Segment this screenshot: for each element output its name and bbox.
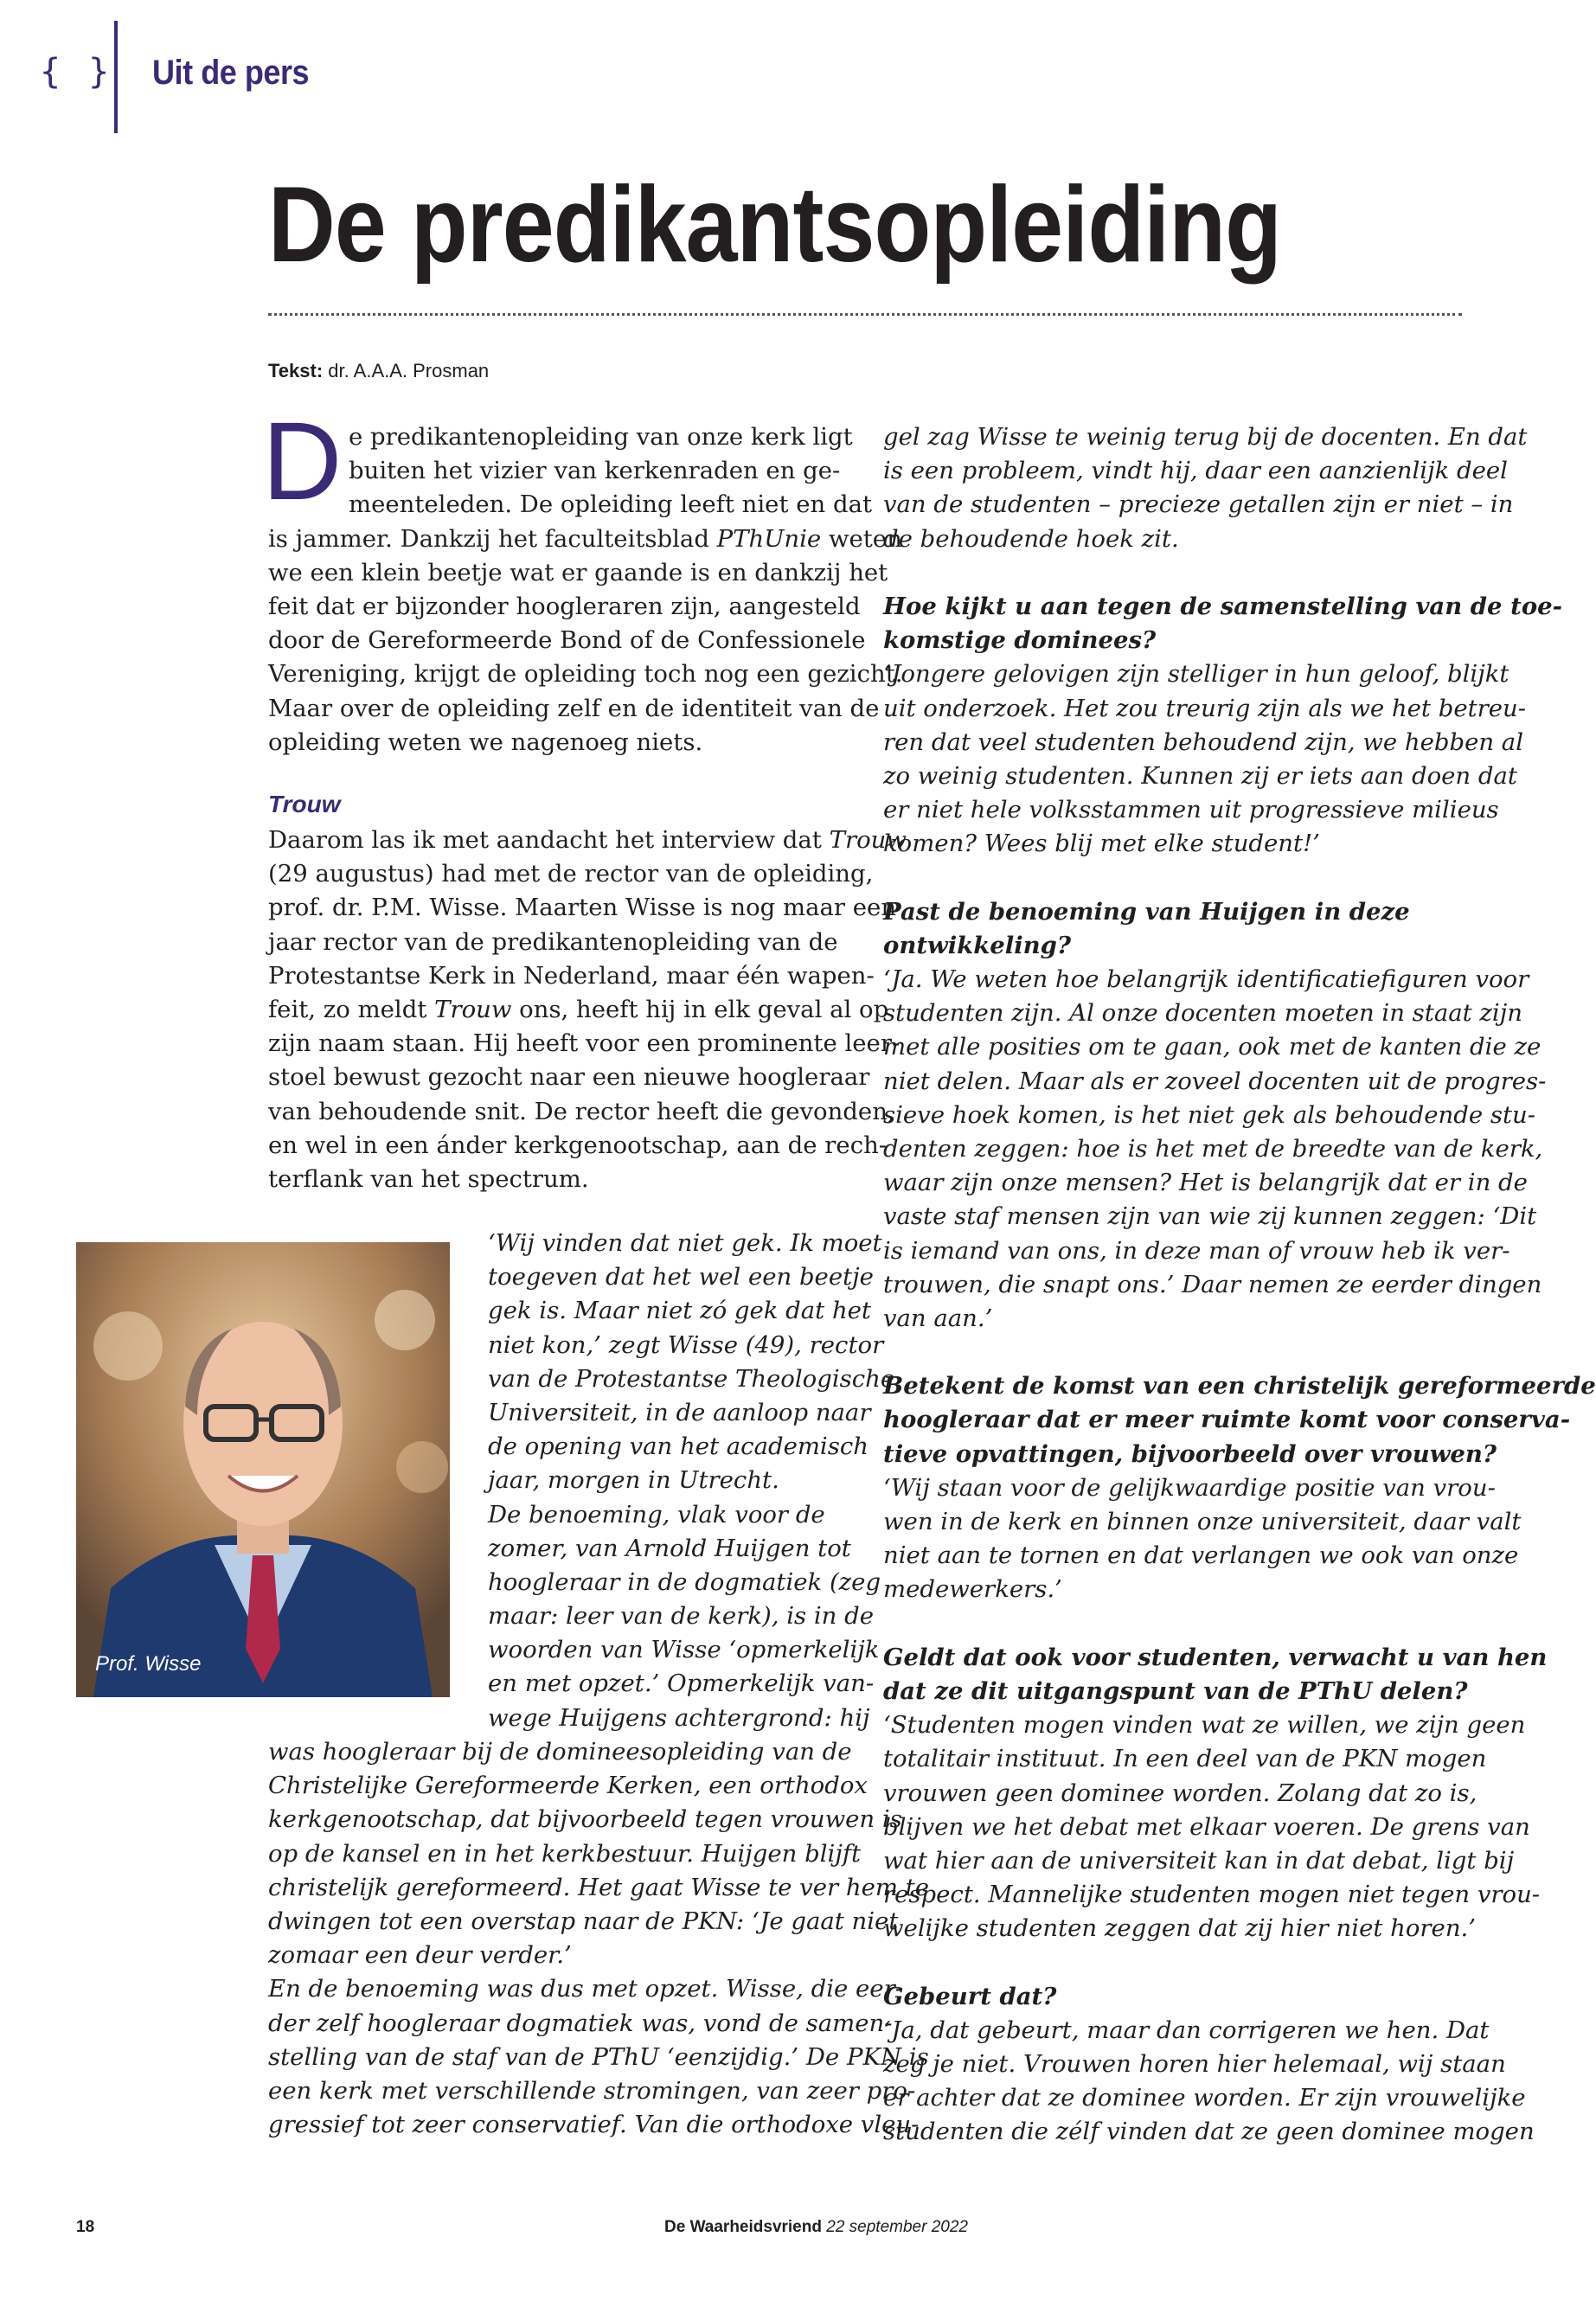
quote-line: ‘Wij vinden dat niet gek. Ik moet <box>488 1229 882 1257</box>
photo-caption: Prof. Wisse <box>95 1652 202 1676</box>
answer-line: er achter dat ze dominee worden. Er zijn vrouwelijke <box>883 2084 1526 2112</box>
intro-line: Maar over de opleiding zelf en de identiteit van de <box>268 694 880 722</box>
header-divider <box>114 21 118 133</box>
answer-line: gel zag Wisse te weinig terug bij de docenten. En dat <box>883 423 1528 451</box>
answer-line: uit onderzoek. Het zou treurig zijn als we het betreu- <box>883 694 1527 722</box>
quote-line: gek is. Maar niet zó gek dat het <box>488 1297 871 1325</box>
intro-body <box>268 522 903 760</box>
trouw-body <box>268 824 907 1196</box>
footer-publication <box>664 2218 968 2237</box>
quote-line: van de Protestantse Theologische <box>488 1364 895 1393</box>
quote-line: zomaar een deur verder.’ <box>268 1941 572 1970</box>
answer-line: ‘Studenten mogen vinden wat ze willen, we zijn geen <box>883 1711 1526 1740</box>
trouw-line: en wel in een ánder kerkgenootschap, aan de rech- <box>268 1131 888 1159</box>
byline-label: Tekst: <box>268 360 324 381</box>
portrait-illustration <box>76 1242 450 1697</box>
quote-line: dwingen tot een overstap naar de PKN: ‘Je gaat niet <box>268 1907 899 1935</box>
right-column <box>883 420 1596 2150</box>
answer-line: welijke studenten zeggen dat zij hier niet horen.’ <box>883 1914 1477 1943</box>
trouw-line: Daarom las ik met aandacht het interview dat Trouw <box>268 826 907 854</box>
trouw-line: feit, zo meldt Trouw ons, heeft hij in elk geval al op <box>268 995 889 1023</box>
answer-line: van de studenten – precieze getallen zijn er niet – in <box>883 490 1514 519</box>
answer-line: vaste staf mensen zijn van wie zij kunnen zeggen: ‘Dit <box>883 1202 1537 1231</box>
trouw-line: stoel bewust gezocht naar een nieuwe hoogleraar <box>268 1063 870 1092</box>
intro-line: door de Gereformeerde Bond of de Confessionele <box>268 626 866 655</box>
question-line: hoogleraar dat er meer ruimte komt voor conserva- <box>883 1406 1571 1434</box>
intro-line: meenteleden. De opleiding leeft niet en dat <box>349 490 873 519</box>
quote-line: jaar, morgen in Utrecht. <box>488 1466 779 1495</box>
answer-line: ‘Wij staan voor de gelijkwaardige positie van vrou- <box>883 1473 1496 1502</box>
trouw-line: van behoudende snit. De rector heeft die gevonden, <box>268 1097 895 1125</box>
quote-line: kerkgenootschap, dat bijvoorbeeld tegen vrouwen is <box>268 1805 902 1834</box>
answer-line: respect. Mannelijke studenten mogen niet tegen vrou- <box>883 1881 1541 1909</box>
byline <box>268 360 489 382</box>
question-line: Betekent de komst van een christelijk gereformeerde <box>883 1372 1596 1400</box>
intro-line: feit dat er bijzonder hoogleraren zijn, aangesteld <box>268 592 861 620</box>
answer-line: met alle posities om te gaan, ook met de kanten die ze <box>883 1033 1542 1061</box>
quote-line: niet kon,’ zegt Wisse (49), rector <box>488 1330 884 1359</box>
quote-line: stelling van de staf van de PThU ‘eenzijdig.’ De PKN is <box>268 2042 929 2071</box>
quote-line: gressief tot zeer conservatief. Van die orthodoxe vleu- <box>268 2111 920 2139</box>
quote-wrapped <box>488 1227 894 1735</box>
answer-line: er niet hele volksstammen uit progressieve milieus <box>883 796 1499 824</box>
answer-line: ‘Jongere gelovigen zijn stelliger in hun geloof, blijkt <box>883 660 1509 689</box>
quote-continued <box>268 1735 929 2142</box>
answer-line: medewerkers.’ <box>883 1575 1062 1604</box>
answer-line: niet aan te tornen en dat verlangen we ook van onze <box>883 1541 1519 1570</box>
intro-line: Vereniging, krijgt de opleiding toch nog een gezicht. <box>268 660 903 689</box>
trouw-line: jaar rector van de predikantenopleiding van de <box>268 927 838 956</box>
answer-line: ‘Ja, dat gebeurt, maar dan corrigeren we hen. Dat <box>883 2016 1490 2044</box>
intro-line: e predikantenopleiding van onze kerk ligt <box>349 423 853 451</box>
answer-line: trouwen, die snapt ons.’ Daar nemen ze eerder dingen <box>883 1270 1542 1298</box>
quote-line: toegeven dat het wel een beetje <box>488 1263 874 1292</box>
quote-line: op de kansel en in het kerkbestuur. Huijgen blijft <box>268 1839 862 1868</box>
quote-line: christelijk gereformeerd. Het gaat Wisse te ver hem te <box>268 1873 929 1901</box>
quote-line: en met opzet.’ Opmerkelijk van- <box>488 1670 875 1698</box>
answer-line: sieve hoek komen, is het niet gek als behoudende stu- <box>883 1100 1536 1129</box>
trouw-line: (29 augustus) had met de rector van de opleiding, <box>268 860 874 888</box>
answer-line: wen in de kerk en binnen onze universiteit, daar valt <box>883 1508 1522 1535</box>
quote-line: was hoogleraar bij de domineesopleiding van de <box>268 1738 852 1766</box>
article-title: De predikantsopleiding <box>268 165 1282 285</box>
answer-line: ren dat veel studenten behoudend zijn, we hebben al <box>883 727 1523 756</box>
answer-line: zo weinig studenten. Kunnen zij er iets aan doen dat <box>883 761 1517 790</box>
quote-line: De benoeming, vlak voor de <box>488 1500 825 1529</box>
question-line: Hoe kijkt u aan tegen de samenstelling van de toe- <box>883 592 1563 620</box>
answer-line: ‘Ja. We weten hoe belangrijk identificatiefiguren voor <box>883 965 1529 993</box>
drop-cap: D <box>262 400 343 523</box>
trouw-line: Protestantse Kerk in Nederland, maar één wapen- <box>268 961 875 990</box>
question-line: Geldt dat ook voor studenten, verwacht u van hen <box>883 1643 1548 1671</box>
answer-line: is een probleem, vindt hij, daar een aanzienlijk deel <box>883 457 1508 485</box>
question-line: ontwikkeling? <box>883 931 1071 959</box>
answer-line: waar zijn onze mensen? Het is belangrijk dat er in de <box>883 1169 1528 1197</box>
quote-line: der zelf hoogleraar dogmatiek was, vond de samen- <box>268 2009 893 2037</box>
answer-line: van aan.’ <box>883 1304 993 1332</box>
quote-line: maar: leer van de kerk), is in de <box>488 1602 874 1631</box>
answer-line: is iemand van ons, in deze man of vrouw heb ik ver- <box>883 1236 1510 1265</box>
answer-line: wat hier aan de universiteit kan in dat debat, ligt bij <box>883 1846 1515 1875</box>
quote-line: Universiteit, in de aanloop naar <box>488 1398 871 1426</box>
answer-line: niet delen. Maar als er zoveel docenten uit de progres- <box>883 1067 1547 1095</box>
question-line: dat ze dit uitgangspunt van de PThU delen? <box>883 1676 1468 1705</box>
answer-line: blijven we het debat met elkaar voeren. De grens van <box>883 1812 1530 1841</box>
question-line: Past de benoeming van Huijgen in deze <box>883 897 1410 926</box>
trouw-line: prof. dr. P.M. Wisse. Maarten Wisse is nog maar een <box>268 894 897 922</box>
intro-line: buiten het vizier van kerkenraden en ge- <box>349 457 841 485</box>
answer-line: totalitair instituut. In een deel van de PKN mogen <box>883 1745 1487 1773</box>
footer-magazine: De Waarheidsvriend <box>664 2218 822 2236</box>
quote-line: woorden van Wisse ‘opmerkelijk <box>488 1636 880 1664</box>
section-label: Uit de pers <box>152 54 310 92</box>
trouw-line: terflank van het spectrum. <box>268 1164 589 1193</box>
quote-line: wege Huijgens achtergrond: hij <box>488 1703 870 1732</box>
answer-line: zeg je niet. Vrouwen horen hier helemaal, wij staan <box>883 2050 1506 2078</box>
quote-line: de opening van het academisch <box>488 1433 869 1461</box>
quote-line: En de benoeming was dus met opzet. Wisse, die eer- <box>268 1975 904 2003</box>
intro-line: opleiding weten we nagenoeg niets. <box>268 727 703 756</box>
intro-line: is jammer. Dankzij het faculteitsblad PThUnie weten <box>268 524 902 553</box>
question-line: Gebeurt dat? <box>883 1982 1057 2010</box>
intro-line: we een klein beetje wat er gaande is en dankzij het <box>268 558 888 586</box>
answer-line: studenten die zélf vinden dat ze geen dominee mogen <box>883 2118 1535 2146</box>
byline-author: dr. A.A.A. Prosman <box>328 360 490 381</box>
intro-indented <box>349 420 872 522</box>
answer-line: komen? Wees blij met elke student!’ <box>883 830 1320 858</box>
answer-line: denten zeggen: hoe is het met de breedte van de kerk, <box>883 1134 1543 1163</box>
question-line: tieve opvattingen, bijvoorbeeld over vrouwen? <box>883 1439 1497 1468</box>
title-divider <box>268 313 1462 316</box>
quote-line: een kerk met verschillende stromingen, van zeer pro- <box>268 2076 916 2105</box>
footer-date: 22 september 2022 <box>826 2218 968 2236</box>
portrait-photo <box>76 1242 450 1697</box>
answer-line: studenten zijn. Al onze docenten moeten in staat zijn <box>883 999 1522 1028</box>
question-line: komstige dominees? <box>883 626 1157 655</box>
quote-line: hoogleraar in de dogmatiek (zeg <box>488 1567 881 1596</box>
answer-line: de behoudende hoek zit. <box>883 524 1179 553</box>
subheading-trouw: Trouw <box>268 791 341 817</box>
quote-line: zomer, van Arnold Huijgen tot <box>488 1534 851 1562</box>
brace-logo: { } <box>40 52 113 92</box>
answer-line: vrouwen geen dominee worden. Zolang dat zo is, <box>883 1779 1477 1807</box>
quote-line: Christelijke Gereformeerde Kerken, een orthodox <box>268 1772 868 1800</box>
trouw-line: zijn naam staan. Hij heeft voor een prominente leer- <box>268 1029 901 1058</box>
page-number: 18 <box>76 2218 95 2236</box>
